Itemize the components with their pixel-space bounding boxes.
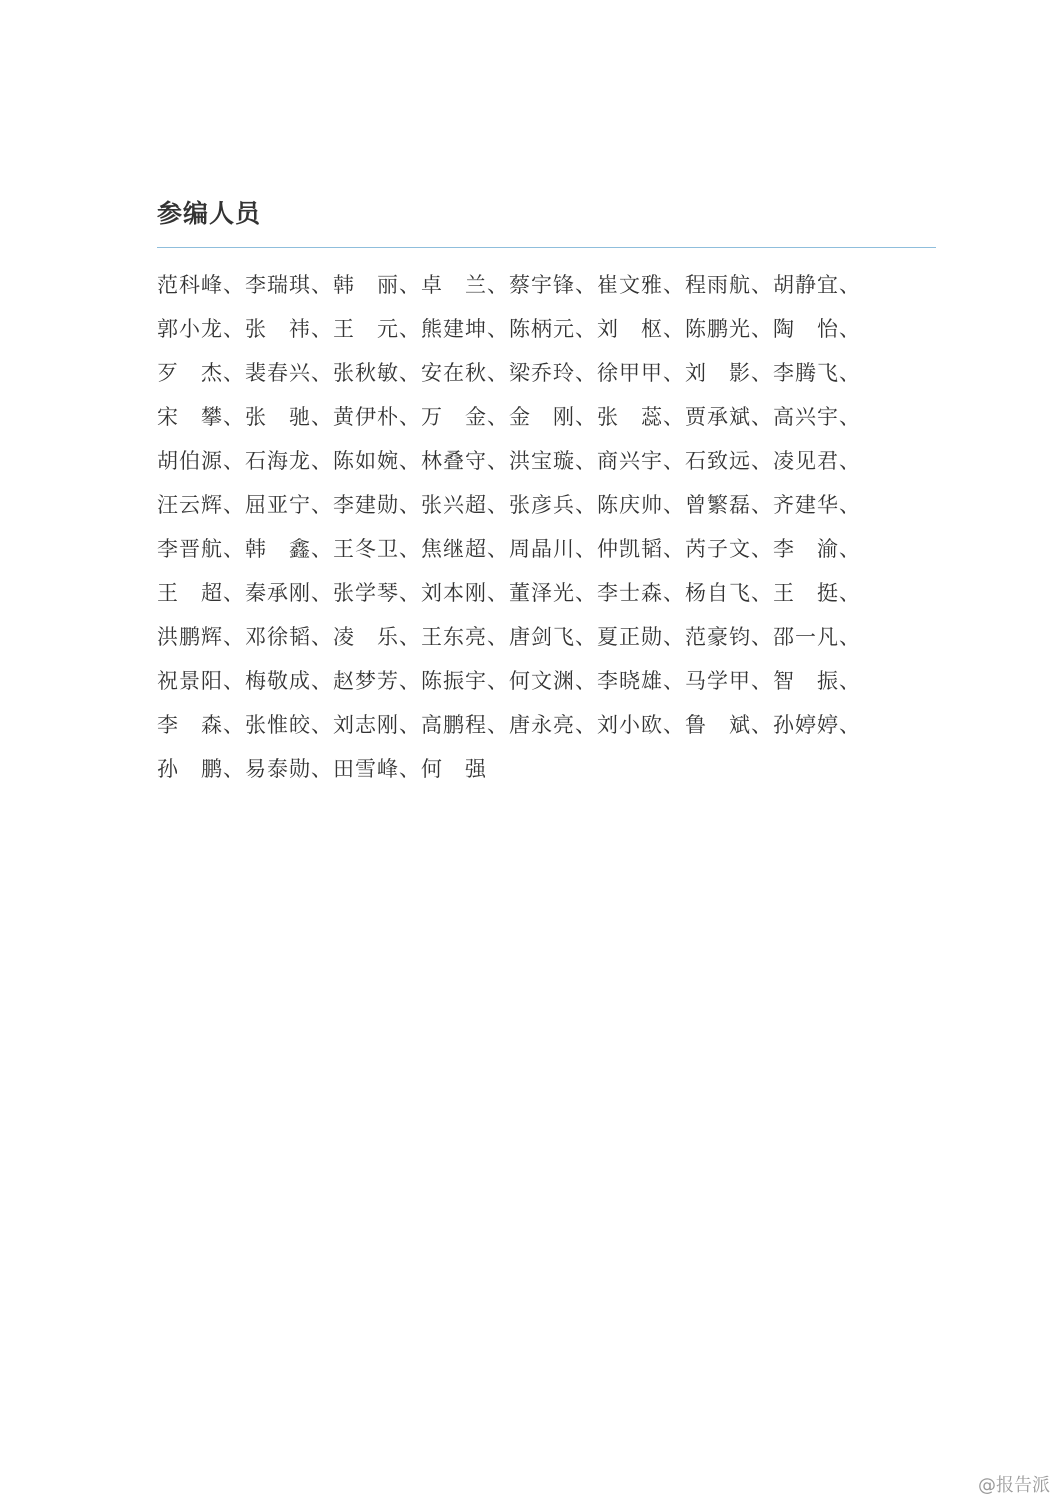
contributor-list	[157, 265, 957, 793]
contributor-row: 汪云辉、屈亚宁、李建勋、张兴超、张彦兵、陈庆帅、曾繁磊、齐建华、	[157, 493, 861, 517]
contributor-row: 王 超、秦承刚、张学琴、刘本刚、董泽光、李士森、杨自飞、王 挺、	[157, 581, 861, 605]
contributor-row: 洪鹏辉、邓徐韬、凌 乐、王东亮、唐剑飞、夏正勋、范豪钧、邵一凡、	[157, 625, 861, 649]
section-title: 参编人员	[157, 199, 262, 228]
watermark-text: @报告派	[978, 1475, 1050, 1496]
contributor-row: 李 森、张惟皎、刘志刚、高鹏程、唐永亮、刘小欧、鲁 斌、孙婷婷、	[157, 713, 861, 737]
title-divider	[157, 247, 936, 248]
contributor-row: 歹 杰、裴春兴、张秋敏、安在秋、梁乔玲、徐甲甲、刘 影、李腾飞、	[157, 361, 861, 385]
contributor-row: 郭小龙、张 祎、王 元、熊建坤、陈柄元、刘 枢、陈鹏光、陶 怡、	[157, 317, 861, 341]
contributor-row: 宋 攀、张 驰、黄伊朴、万 金、金 刚、张 蕊、贾承斌、高兴宇、	[157, 405, 861, 429]
contributor-row: 祝景阳、梅敬成、赵梦芳、陈振宇、何文渊、李晓雄、马学甲、智 振、	[157, 669, 861, 693]
contributor-row: 胡伯源、石海龙、陈如婉、林叠守、洪宝璇、商兴宇、石致远、凌见君、	[157, 449, 861, 473]
contributor-row: 李晋航、韩 鑫、王冬卫、焦继超、周晶川、仲凯韬、芮子文、李 渝、	[157, 537, 861, 561]
contributor-row: 孙 鹏、易泰勋、田雪峰、何 强	[157, 757, 487, 781]
contributor-row: 范科峰、李瑞琪、韩 丽、卓 兰、蔡宇锋、崔文雅、程雨航、胡静宜、	[157, 273, 861, 297]
